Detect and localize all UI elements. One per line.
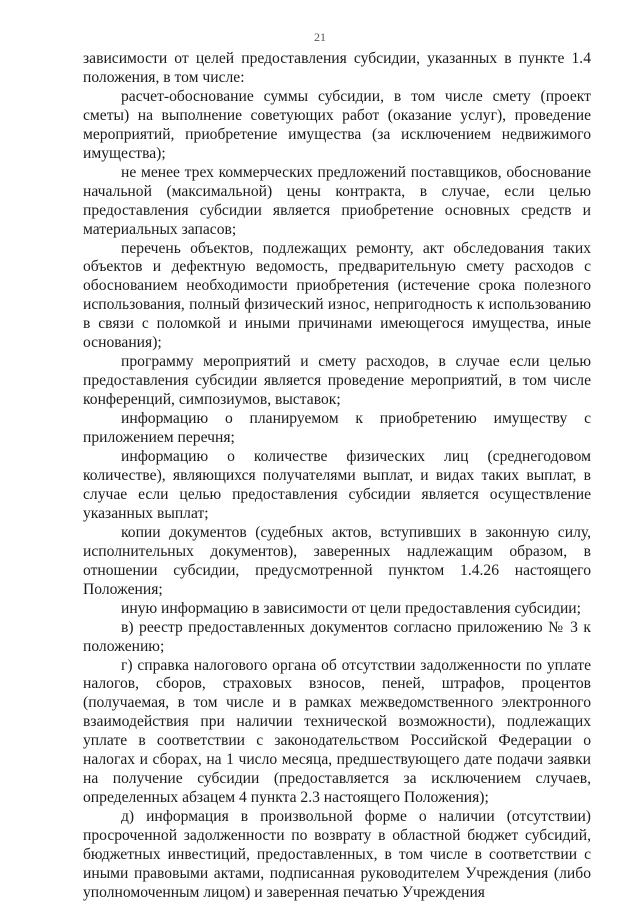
paragraph-4: перечень объектов, подлежащих ремонту, акт обследования таких объектов и дефектную ведомость, предварительную смету расходов с обоснованием необходимости приобретения (истечение срока полезного использования, полный физический износ, непригодность к использованию в связи с поломкой и иными причинами имеющегося имущества, иные основания); — [83, 239, 591, 352]
paragraph-12: д) информация в произвольной форме о наличии (отсутствии) просроченной задолженности по возврату в областной бюджет субсидий, бюджетных инвестиций, предоставленных, в том числе в соответствии с иными правовыми актами, подписанная руководителем Учреждения (либо уполномоченным лицом) и заверенная печатью Учреждения — [83, 808, 591, 901]
paragraph-8: копии документов (судебных актов, вступивших в законную силу, исполнительных документов), заверенных надлежащим образом, в отношении субсидии, предусмотренной пунктом 1.4.26 настоящего Положения; — [83, 523, 591, 598]
paragraph-7: информацию о количестве физических лиц (среднегодовом количестве), являющихся получателями выплат, и видах таких выплат, в случае если целью предоставления субсидии является осуществление указанных выплат; — [83, 448, 591, 522]
paragraph-6: информацию о планируемом к приобретению имуществу с приложением перечня; — [83, 410, 591, 447]
paragraph-3: не менее трех коммерческих предложений поставщиков, обоснование начальной (максимальной) цены контракта, в случае, если целью предоставления субсидии является приобретение основных средств и материальных запасов; — [83, 163, 591, 238]
paragraph-2: расчет-обоснование суммы субсидии, в том числе смету (проект сметы) на выполнение советующих работ (оказание услуг), проведение мероприятий, приобретение имущества (за исключением недвижимого имущества); — [83, 87, 591, 162]
document-body — [83, 50, 591, 903]
paragraph-9: иную информацию в зависимости от цели предоставления субсидии; — [121, 599, 581, 617]
paragraph-11: г) справка налогового органа об отсутствии задолженности по уплате налогов, сборов, страховых взносов, пеней, штрафов, процентов (получаемая, в том числе и в рамках межведомственного электронного взаимодействия при наличии технической возможности), подлежащих уплате в соответствии с законодательством Российской Федерации о налогах и сборах, на 1 число месяца, предшествующего дате подачи заявки на получение субсидии (предоставляется за исключением случаев, определенных абзацем 4 пункта 2.3 настоящего Положения); — [83, 656, 591, 807]
paragraph-5: программу мероприятий и смету расходов, в случае если целью предоставления субсидии является проведение мероприятий, в том числе конференций, симпозиумов, выставок; — [83, 353, 591, 409]
page-number: 21 — [314, 30, 326, 44]
paragraph-1: зависимости от целей предоставления субсидии, указанных в пункте 1.4 положения, в том числе: — [83, 50, 591, 86]
paragraph-10: в) реестр предоставленных документов согласно приложению № 3 к положению; — [83, 618, 591, 655]
